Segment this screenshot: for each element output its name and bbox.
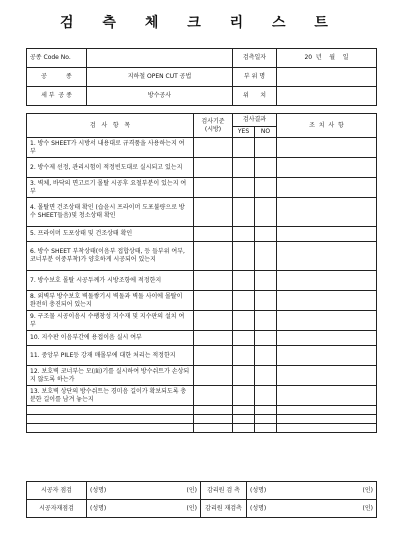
checklist-action-cell[interactable] — [277, 138, 377, 158]
checklist-row — [27, 331, 377, 346]
supervisor-recheck-seal: (인) — [307, 500, 377, 518]
contractor-seal: (인) — [147, 482, 201, 500]
checklist-no-cell[interactable] — [255, 227, 277, 242]
checklist-action-cell[interactable] — [277, 271, 377, 291]
checklist-standard-cell[interactable] — [194, 346, 233, 366]
checklist-yes-cell[interactable] — [233, 158, 255, 178]
checklist-row — [27, 366, 377, 386]
checklist-blank-yes[interactable] — [233, 415, 255, 424]
checklist-no-cell[interactable] — [255, 311, 277, 331]
checklist-row — [27, 311, 377, 331]
checklist-yes-cell[interactable] — [233, 331, 255, 346]
document-title: 검 측 체 크 리 스 트 — [60, 15, 340, 31]
checklist-yes-cell[interactable] — [233, 138, 255, 158]
construction-name-value[interactable] — [87, 49, 233, 68]
checklist-item-text: 10. 지수판 이음부간에 용접이음 실시 여부 — [27, 331, 194, 346]
checklist-blank-no[interactable] — [255, 424, 277, 433]
checklist-standard-cell[interactable] — [194, 331, 233, 346]
checklist-standard-cell[interactable] — [194, 311, 233, 331]
checklist-item-text: 5. 프라이머 도포상태 및 건조상태 확인 — [27, 227, 194, 242]
checklist-no-cell[interactable] — [255, 158, 277, 178]
header-row-2 — [27, 68, 377, 87]
checklist-action-cell[interactable] — [277, 158, 377, 178]
checklist-no-cell[interactable] — [255, 366, 277, 386]
checklist-standard-cell[interactable] — [194, 158, 233, 178]
checklist-no-cell[interactable] — [255, 271, 277, 291]
checklist-item-text: 13. 보호벽 상단의 방수쉬트는 경미음 길이가 확보되도록 충분한 길이를 남겨 놓는지 — [27, 386, 194, 406]
checklist-action-cell[interactable] — [277, 366, 377, 386]
checklist-row — [27, 158, 377, 178]
checklist-blank-item[interactable] — [27, 406, 194, 415]
col-standard-header: 검사기준 (시방) — [194, 114, 233, 138]
checklist-action-cell[interactable] — [277, 242, 377, 271]
location-value[interactable] — [277, 87, 377, 106]
checklist-action-cell[interactable] — [277, 198, 377, 227]
checklist-no-cell[interactable] — [255, 346, 277, 366]
checklist-standard-cell[interactable] — [194, 291, 233, 311]
col-result-header: 검사결과 — [233, 114, 277, 127]
checklist-no-cell[interactable] — [255, 198, 277, 227]
checklist-blank-row — [27, 415, 377, 424]
checklist-standard-cell[interactable] — [194, 227, 233, 242]
checklist-row — [27, 271, 377, 291]
checklist-row — [27, 178, 377, 198]
checklist-item-text: 12. 보호벽 코너부는 모(面)기를 실시하여 방수쉬트가 손상되지 않도록 하는가 — [27, 366, 194, 386]
col-item-header: 검 사 항 목 — [27, 114, 194, 138]
checklist-no-cell[interactable] — [255, 138, 277, 158]
checklist-action-cell[interactable] — [277, 331, 377, 346]
checklist-blank-no[interactable] — [255, 406, 277, 415]
col-yes-header: YES — [233, 127, 255, 138]
checklist-yes-cell[interactable] — [233, 178, 255, 198]
checklist-standard-cell[interactable] — [194, 178, 233, 198]
checklist-standard-cell[interactable] — [194, 242, 233, 271]
checklist-row — [27, 227, 377, 242]
checklist-blank-row — [27, 406, 377, 415]
checklist-action-cell[interactable] — [277, 346, 377, 366]
signature-table — [26, 481, 377, 518]
contractor-recheck-seal: (인) — [147, 500, 201, 518]
checklist-blank-item[interactable] — [27, 415, 194, 424]
checklist-blank-action[interactable] — [277, 406, 377, 415]
checklist-blank-standard[interactable] — [194, 424, 233, 433]
checklist-action-cell[interactable] — [277, 291, 377, 311]
checklist-blank-action[interactable] — [277, 424, 377, 433]
checklist-table — [26, 113, 377, 433]
part-label: 부 위 명 — [233, 68, 277, 87]
checklist-row — [27, 198, 377, 227]
checklist-row — [27, 386, 377, 406]
checklist-blank-item[interactable] — [27, 424, 194, 433]
checklist-yes-cell[interactable] — [233, 366, 255, 386]
checklist-blank-action[interactable] — [277, 415, 377, 424]
checklist-item-text: 2. 방수제 선정, 관리시험이 적정빈도대로 실시되고 있는지 — [27, 158, 194, 178]
checklist-item-text: 6. 방수 SHEET 부착상태(이음부 접합상태, 등 들부위 여부, 코너부분 이중부착)가 양호하게 시공되어 있는지 — [27, 242, 194, 271]
header-table — [26, 48, 377, 106]
checklist-yes-cell[interactable] — [233, 311, 255, 331]
trade-value[interactable]: 지하철 OPEN CUT 공법 — [87, 68, 233, 87]
contractor-name-field[interactable]: (성명) — [87, 482, 147, 500]
checklist-header-row — [27, 114, 377, 127]
header-row-3 — [27, 87, 377, 106]
contractor-recheck-name-field[interactable]: (성명) — [87, 500, 147, 518]
checklist-blank-no[interactable] — [255, 415, 277, 424]
checklist-row — [27, 291, 377, 311]
supervisor-name-field[interactable]: (성명) — [247, 482, 307, 500]
header-row-1 — [27, 49, 377, 68]
checklist-action-cell[interactable] — [277, 178, 377, 198]
checklist-standard-cell[interactable] — [194, 138, 233, 158]
checklist-standard-cell[interactable] — [194, 366, 233, 386]
checklist-no-cell[interactable] — [255, 331, 277, 346]
trade-label: 공 종 — [27, 68, 87, 87]
checklist-standard-cell[interactable] — [194, 198, 233, 227]
detail-value[interactable]: 방수공사 — [87, 87, 233, 106]
signature-row-1 — [27, 482, 377, 500]
detail-label: 세 부 공 종 — [27, 87, 87, 106]
checklist-body — [27, 138, 377, 433]
checklist-item-text: 4. 몰탈면 건조상태 확인 (습윤시 프라이머 도포불량으로 방수 SHEET들음)및 청소상태 확인 — [27, 198, 194, 227]
checklist-blank-standard[interactable] — [194, 406, 233, 415]
col-action-header: 조 치 사 항 — [277, 114, 377, 138]
checklist-yes-cell[interactable] — [233, 198, 255, 227]
supervisor-check-label: 감리원 검 측 — [201, 482, 247, 500]
checklist-item-text: 7. 방수보호 몰탈 시공두께가 시방조항에 적정한지 — [27, 271, 194, 291]
checklist-standard-cell[interactable] — [194, 386, 233, 406]
checklist-item-text: 8. 외벽부 방수보호 벽돌쌓기시 벽돌과 벽돌 사이에 몰탈이 완전히 충진되어 있는지 — [27, 291, 194, 311]
supervisor-recheck-label: 감리원 재검측 — [201, 500, 247, 518]
checklist-no-cell[interactable] — [255, 178, 277, 198]
checklist-item-text: 11. 중앙부 PILE등 강재 매몰부에 대한 처리는 적정한지 — [27, 346, 194, 366]
checklist-no-cell[interactable] — [255, 242, 277, 271]
checklist-yes-cell[interactable] — [233, 242, 255, 271]
checklist-yes-cell[interactable] — [233, 227, 255, 242]
checklist-item-text: 3. 벽체, 바닥의 면고르기 몰탈 시공후 요철부분이 있는지 여부 — [27, 178, 194, 198]
checklist-blank-standard[interactable] — [194, 415, 233, 424]
location-label: 위 치 — [233, 87, 277, 106]
checklist-row — [27, 138, 377, 158]
checklist-no-cell[interactable] — [255, 291, 277, 311]
inspection-date-label: 검측일자 — [233, 49, 277, 68]
part-value[interactable] — [277, 68, 377, 87]
inspection-date-value[interactable]: 20 년 월 일 — [277, 49, 377, 68]
checklist-row — [27, 346, 377, 366]
checklist-action-cell[interactable] — [277, 227, 377, 242]
construction-name-label: 공종 Code No. — [27, 49, 87, 68]
checklist-blank-yes[interactable] — [233, 424, 255, 433]
supervisor-recheck-name-field[interactable]: (성명) — [247, 500, 307, 518]
checklist-blank-row — [27, 424, 377, 433]
checklist-row — [27, 242, 377, 271]
checklist-no-cell[interactable] — [255, 386, 277, 406]
checklist-yes-cell[interactable] — [233, 271, 255, 291]
supervisor-seal: (인) — [307, 482, 377, 500]
contractor-recheck-label: 시공자재점검 — [27, 500, 87, 518]
checklist-standard-cell[interactable] — [194, 271, 233, 291]
checklist-action-cell[interactable] — [277, 386, 377, 406]
checklist-yes-cell[interactable] — [233, 346, 255, 366]
col-no-header: NO — [255, 127, 277, 138]
checklist-item-text: 1. 방수 SHEET가 시방서 내용대로 규격품을 사용하는지 여부 — [27, 138, 194, 158]
checklist-action-cell[interactable] — [277, 311, 377, 331]
contractor-check-label: 시공자 점검 — [27, 482, 87, 500]
checklist-item-text: 9. 구조물 시공이음시 수팽창성 지수재 및 지수판의 설치 여부 — [27, 311, 194, 331]
checklist-yes-cell[interactable] — [233, 386, 255, 406]
checklist-blank-yes[interactable] — [233, 406, 255, 415]
checklist-yes-cell[interactable] — [233, 291, 255, 311]
signature-row-2 — [27, 500, 377, 518]
